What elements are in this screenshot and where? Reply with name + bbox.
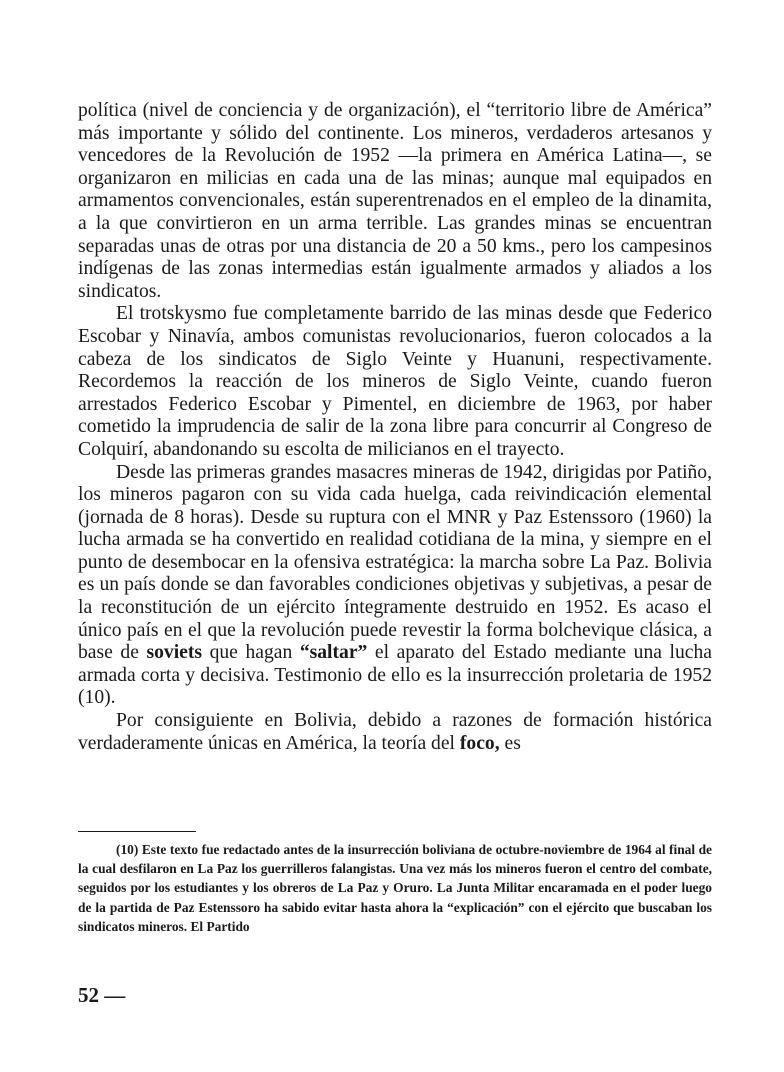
paragraph-2: El trotskysmo fue completamente barrido de las minas desde que Federico Escobar y Ninavía, ambos comunistas revolucionarios, fueron colocados a la cabeza de los sindicatos de Siglo Veinte y Huanuni, respectivamente. Recordemos la reacción de los mineros de Siglo Veinte, cuando fueron arrestados Federico Escobar y Pimentel, en diciembre de 1963, por haber cometido la imprudencia de salir de la zona libre para concurrir al Congreso de Colquirí, abandonando su escolta de milicianos en el trayecto. xyxy=(78,303,712,460)
footnote-separator xyxy=(78,831,196,832)
paragraph-4-text-b: es xyxy=(499,732,521,754)
paragraph-4-text-a: Por consiguiente en Bolivia, debido a razones de formación histórica verdaderamente únicas en América, la teoría del xyxy=(78,710,712,754)
paragraph-3-text-c: el aparato del Estado mediante una lucha armada corta y decisiva. Testimonio de ello es la insurrección proletaria de 1952 (10). xyxy=(78,642,712,709)
paragraph-3-bold-saltar: “saltar” xyxy=(299,642,368,664)
paragraph-3 xyxy=(78,462,712,711)
paragraph-3-text-a: Desde las primeras grandes masacres mineras de 1942, dirigidas por Patiño, los mineros pagaron con su vida cada huelga, cada reivindicación elemental (jornada de 8 horas). Desde su ruptura con el MNR y Paz Estenssoro (1960) la lucha armada se ha convertido en realidad cotidiana de la mina, y siempre en el punto de desembocar en la ofensiva estratégica: la marcha sobre La Paz. Bolivia es un país donde se dan favorables condiciones objetivas y subjetivas, a pesar de la reconstitución de un ejército íntegramente destruido en 1952. Es acaso el único país en el que la revolución puede revestir la forma bolchevique clásica, a base de xyxy=(78,461,712,664)
paragraph-3-text-b: que hagan xyxy=(202,642,300,664)
body-text xyxy=(78,100,712,755)
paragraph-4 xyxy=(78,710,712,755)
paragraph-1: política (nivel de conciencia y de organización), el “territorio libre de América” más importante y sólido del continente. Los mineros, verdaderos artesanos y vencedores de la Revolución de 1952 —la primera en América Latina—, se organizaron en milicias en cada una de las minas; aunque mal equipados en armamentos convencionales, están superentrenados en el empleo de la dinamita, a la que convirtieron en un arma terrible. Las grandes minas se encuentran separadas unas de otras por una distancia de 20 a 50 kms., pero los campesinos indígenas de las zonas intermedias están igualmente armados y aliados a los sindicatos. xyxy=(78,100,712,302)
footnote-10: (10) Este texto fue redactado antes de la insurrección boliviana de octubre-noviembre de 1964 al final de la cual desfilaron en La Paz los guerrilleros falangistas. Una vez más los mineros fueron el centro del combate, seguidos por los estudiantes y los obreros de La Paz y Oruro. La Junta Militar encaramada en el poder luego de la partida de Paz Estenssoro ha sabido evitar hasta ahora la “explicación” con el ejército que buscaban los sindicatos mineros. El Partido xyxy=(78,842,712,934)
paragraph-3-bold-soviets: soviets xyxy=(146,642,202,664)
page-number: 52 — xyxy=(78,983,126,1007)
paragraph-4-bold-foco: foco, xyxy=(459,732,500,754)
